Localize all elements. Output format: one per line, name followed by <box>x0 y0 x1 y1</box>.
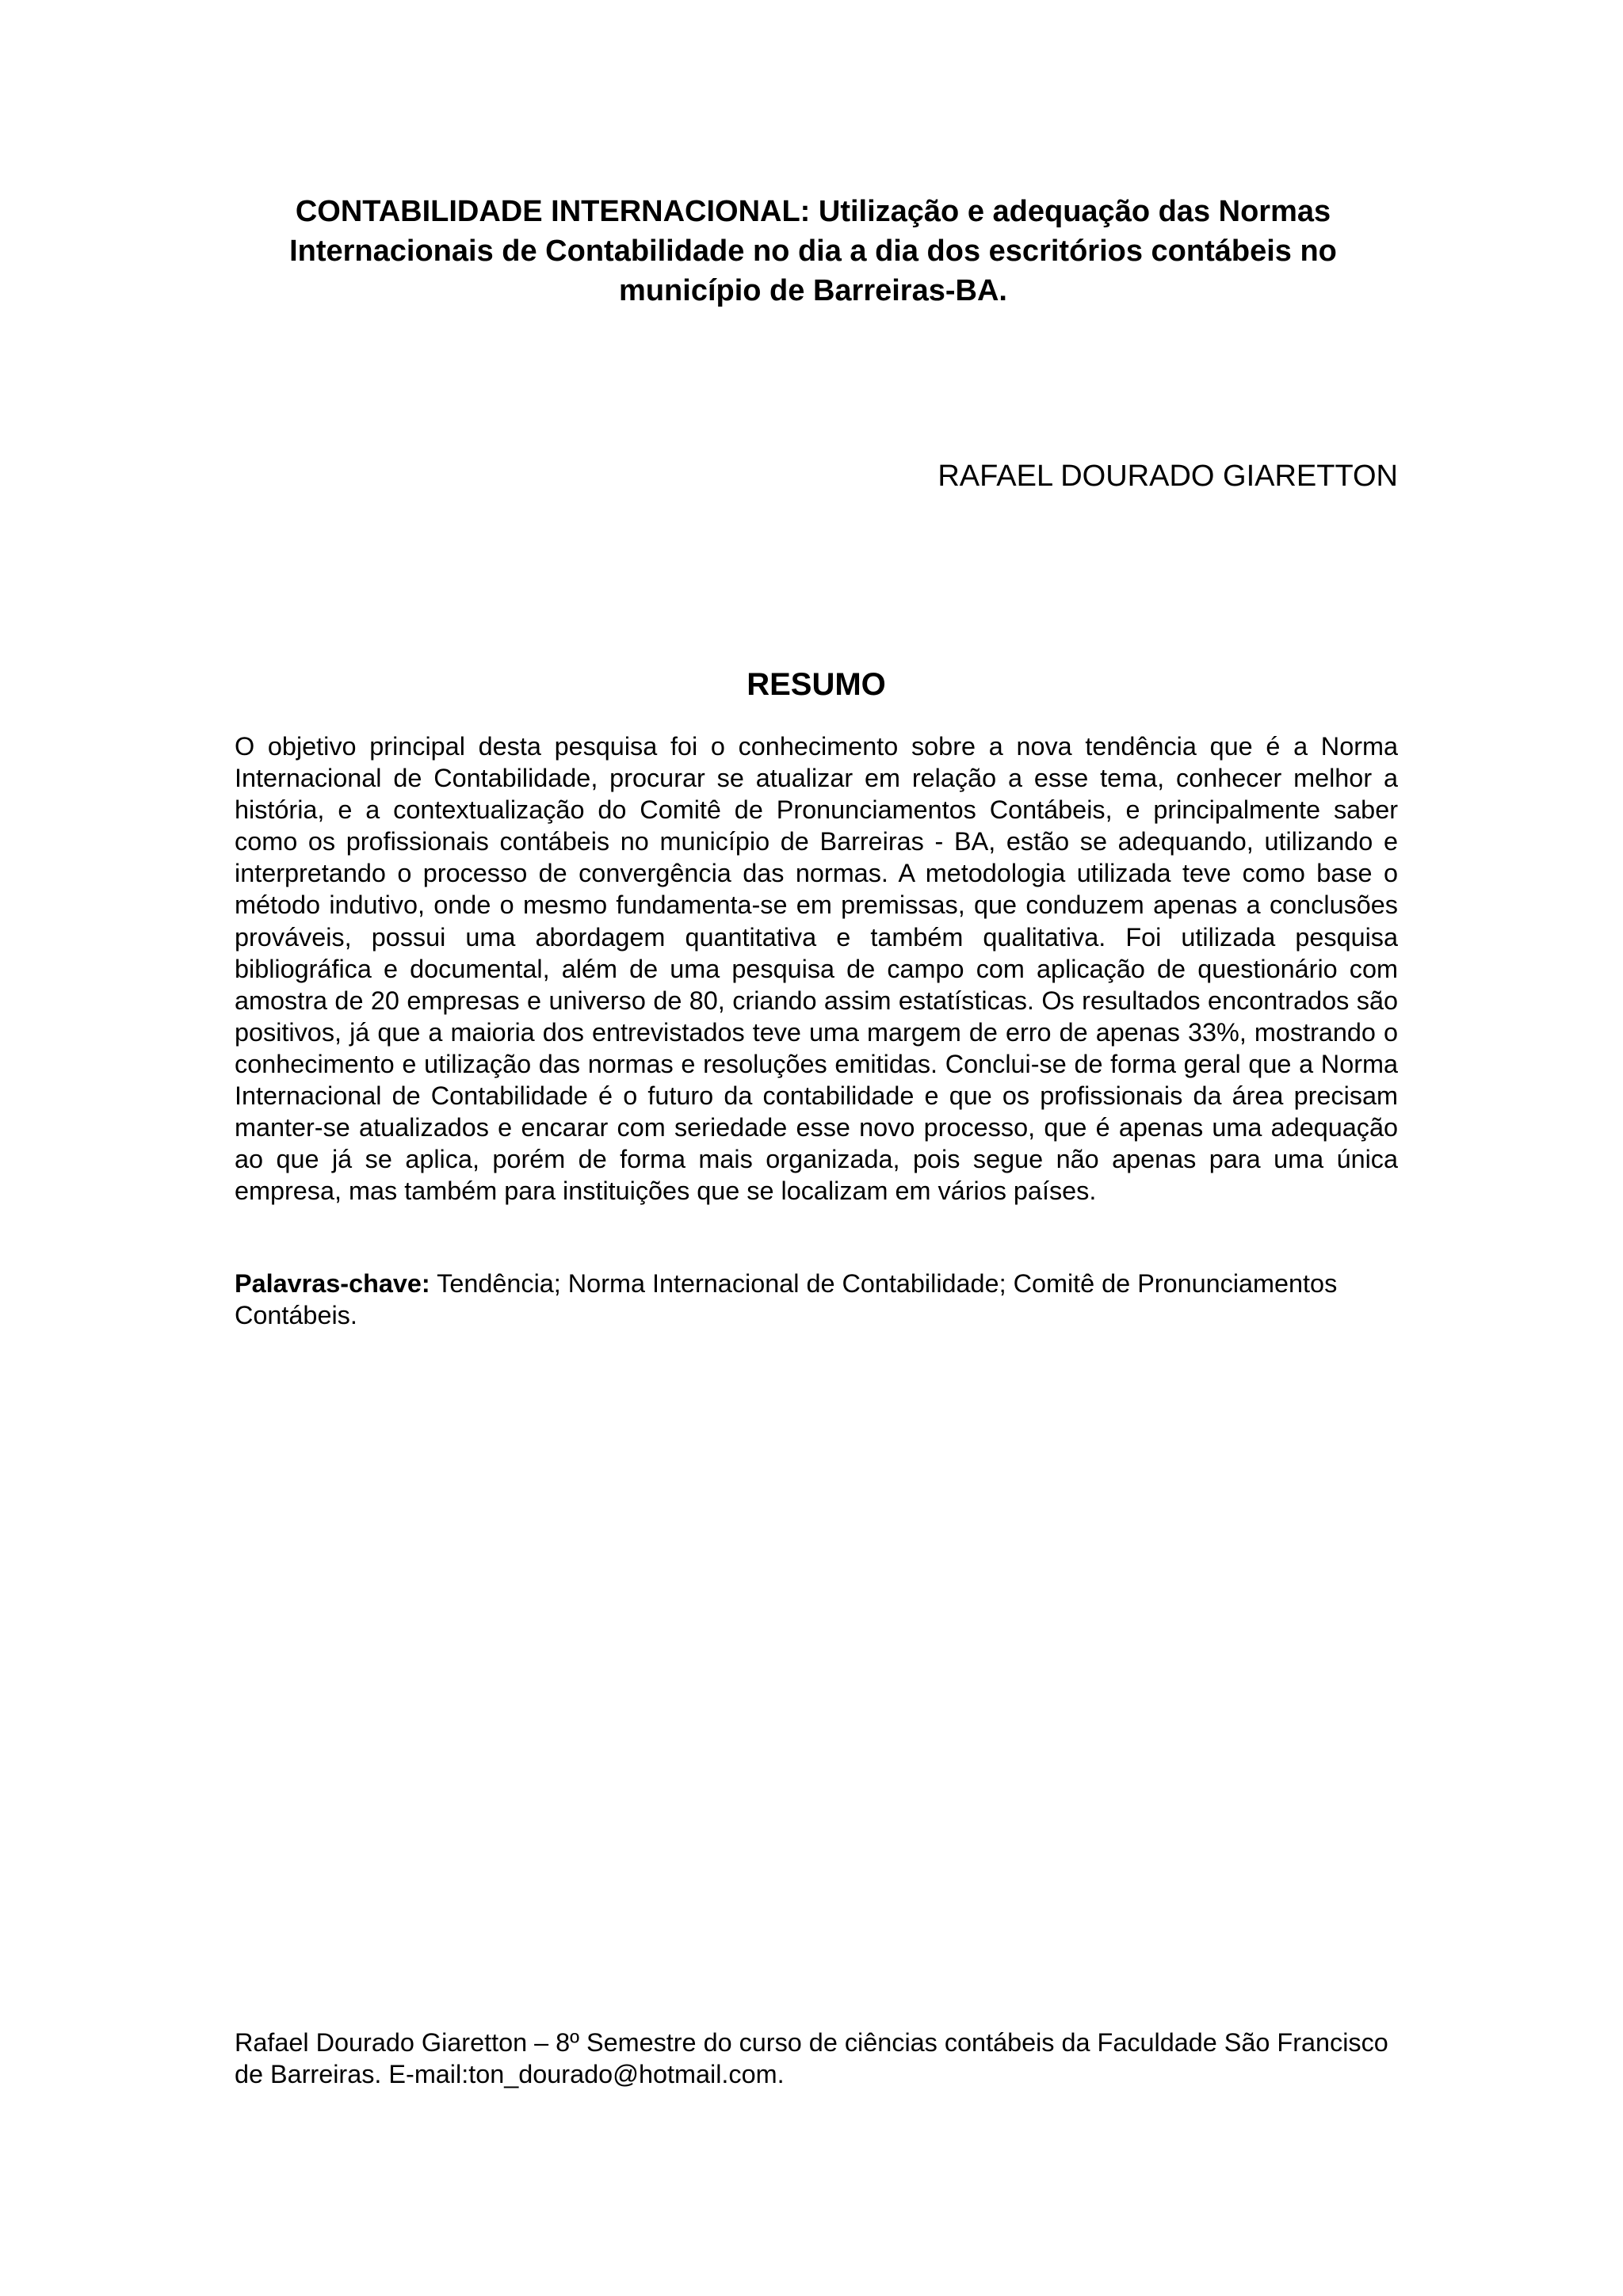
keywords-line <box>235 1268 1398 1331</box>
keywords-text: Tendência; Norma Internacional de Contabilidade; Comitê de Pronunciamentos Contábeis. <box>235 1269 1338 1329</box>
document-title: CONTABILIDADE INTERNACIONAL: Utilização e adequação das Normas Internacionais de Contabilidade no dia a dia dos escritórios contábeis no município de Barreiras-BA. <box>289 195 1337 307</box>
abstract-paragraph: O objetivo principal desta pesquisa foi o conhecimento sobre a nova tendência que é a Norma Internacional de Contabilidade, procurar se atualizar em relação a esse tema, conhecer melhor a história, e a contextualização do Comitê de Pronunciamentos Contábeis, e principalmente saber como os profissionais contábeis no município de Barreiras - BA, estão se adequando, utilizando e interpretando o processo de convergência das normas. A metodologia utilizada teve como base o método indutivo, onde o mesmo fundamenta-se em premissas, que conduzem apenas a conclusões prováveis, possui uma abordagem quantitativa e também qualitativa. Foi utilizada pesquisa bibliográfica e documental, além de uma pesquisa de campo com aplicação de questionário com amostra de 20 empresas e universo de 80, criando assim estatísticas. Os resultados encontrados são positivos, já que a maioria dos entrevistados teve uma margem de erro de apenas 33%, mostrando o conhecimento e utilização das normas e resoluções emitidas. Conclui-se de forma geral que a Norma Internacional de Contabilidade é o futuro da contabilidade e que os profissionais da área precisam manter-se atualizados e encarar com seriedade esse novo processo, que é apenas uma adequação ao que já se aplica, porém de forma mais organizada, pois segue não apenas para uma única empresa, mas também para instituições que se localizam em vários países. <box>235 732 1398 1206</box>
abstract-heading: RESUMO <box>747 667 886 702</box>
author-footnote: Rafael Dourado Giaretton – 8º Semestre do curso de ciências contábeis da Faculdade São Francisco de Barreiras. E-mail:ton_dourado@hotmail.com. <box>235 2028 1388 2088</box>
author-name: RAFAEL DOURADO GIARETTON <box>938 460 1398 493</box>
keywords-label: Palavras-chave: <box>235 1269 430 1298</box>
